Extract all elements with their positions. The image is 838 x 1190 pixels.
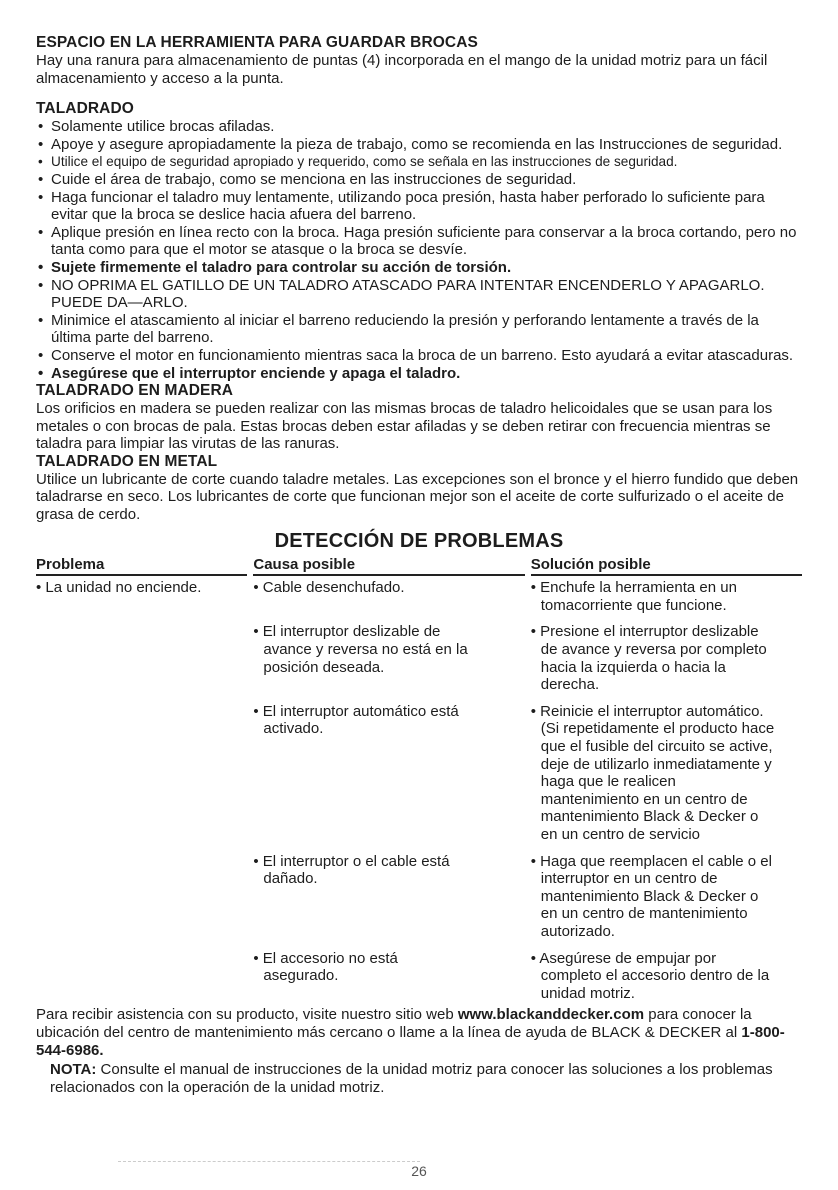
wood-body: Los orificios en madera se pueden realizar con las mismas brocas de taladro helicoidales que se usan para los metales o con brocas de pala. Estas brocas deben estar afiladas y se deben retirar con frecuencia mientras se taladra para limpiar las virutas de las ranuras. bbox=[36, 400, 773, 453]
drilling-bullet-list bbox=[36, 118, 802, 382]
assist-text-mid: para conocer la ubicación del centro de mantenimiento más cercano o llame a la línea de ayuda de BLACK & DECKER al bbox=[36, 1006, 752, 1041]
cell-cause: • El accesorio no está asegurado. bbox=[253, 949, 398, 985]
cell-solution: • Asegúrese de empujar por completo el accesorio dentro de la unidad motriz. bbox=[530, 949, 770, 1002]
cell-cause: • El interruptor automático está activado. bbox=[253, 702, 459, 738]
storage-heading: ESPACIO EN LA HERRAMIENTA PARA GUARDAR BROCAS bbox=[36, 34, 478, 51]
bullet-item: • Cuide el área de trabajo, como se menciona en las instrucciones de seguridad. bbox=[36, 171, 802, 189]
bullet-item: • Solamente utilice brocas afiladas. bbox=[36, 118, 802, 136]
note-label: NOTA: bbox=[50, 1061, 97, 1079]
table-row bbox=[36, 579, 802, 614]
spacer bbox=[36, 87, 802, 100]
bullet-item: • Aplique presión en línea recto con la broca. Haga presión suficiente para conservar a la broca cortando, pero no tanta como para que el motor se atasque o la broca se desvíe. bbox=[36, 224, 802, 259]
column-header-causa: Causa posible bbox=[253, 556, 524, 577]
cell-cause: • Cable desenchufado. bbox=[253, 579, 405, 597]
bullet-item: • Haga funcionar el taladro muy lentamente, utilizando poca presión, hasta haber perforado lo suficiente para evitar que la broca se deslice hacia afuera del barreno. bbox=[36, 189, 802, 224]
cell-cause: • El interruptor o el cable está dañado. bbox=[253, 852, 450, 888]
bullet-item: • Apoye y asegure apropiadamente la pieza de trabajo, como se recomienda en las Instrucciones de seguridad. bbox=[36, 136, 802, 154]
assist-text-pre: Para recibir asistencia con su producto, visite nuestro sitio web bbox=[36, 1006, 458, 1024]
bullet-item: • Utilice el equipo de seguridad apropiado y requerido, como se señala en las instrucciones de seguridad. bbox=[36, 153, 802, 171]
cell-cause: • El interruptor deslizable de avance y reversa no está en la posición deseada. bbox=[253, 623, 468, 676]
assistance-paragraph bbox=[36, 1006, 802, 1059]
cell-solution: • Reinicie el interruptor automático. (Si repetidamente el producto hace que el fusible del circuito se active, deje de utilizarlo inmediatamente y haga que le realicen mantenimiento en un centro de mantenimiento Black & Decker o en un centro de servicio bbox=[530, 702, 775, 843]
phone-text: 1-800-544-6986. bbox=[36, 1023, 785, 1059]
table-row bbox=[36, 623, 802, 693]
bullet-item: • Conserve el motor en funcionamiento mientras saca la broca de un barreno. Esto ayudará a evitar atascaduras. bbox=[36, 347, 802, 365]
note-paragraph bbox=[36, 1061, 802, 1096]
column-header-solucion: Solución posible bbox=[531, 556, 802, 577]
wood-heading: TALADRADO EN MADERA bbox=[36, 382, 234, 400]
bullet-item: • Asegúrese que el interruptor enciende y apaga el taladro. bbox=[36, 365, 802, 383]
scan-artifact-line bbox=[118, 1161, 420, 1162]
metal-heading: TALADRADO EN METAL bbox=[36, 452, 218, 470]
drilling-heading: TALADRADO bbox=[36, 100, 134, 118]
bullet-item: • NO OPRIMA EL GATILLO DE UN TALADRO ATASCADO PARA INTENTAR ENCENDERLO Y APAGARLO. PUEDE DA—ARLO. bbox=[36, 277, 802, 312]
storage-body: Hay una ranura para almacenamiento de puntas (4) incorporada en el mango de la unidad motriz para un fácil almacenamiento y acceso a la punta. bbox=[36, 52, 768, 87]
cell-solution: • Presione el interruptor deslizable de avance y reversa por completo hacia la izquierda o hacia la derecha. bbox=[530, 623, 767, 694]
cell-problem bbox=[36, 703, 247, 844]
table-row bbox=[36, 950, 802, 1003]
cell-problem bbox=[36, 950, 247, 1003]
metal-body: Utilice un lubricante de corte cuando taladre metales. Las excepciones son el bronce y el hierro fundido que deben taladrarse en seco. Los lubricantes de corte que funcionan mejor son el aceite de corte sulfurizado o el aceite de grasa de cerdo. bbox=[36, 470, 799, 524]
troubleshooting-title: DETECCIÓN DE PROBLEMAS bbox=[274, 529, 564, 552]
cell-problem: • La unidad no enciende. bbox=[36, 579, 202, 597]
cell-problem bbox=[36, 853, 247, 941]
cell-problem bbox=[36, 623, 247, 693]
cell-solution: • Enchufe la herramienta en un tomacorriente que funcione. bbox=[530, 579, 737, 614]
website-text: www.blackanddecker.com bbox=[457, 1006, 645, 1024]
table-row bbox=[36, 703, 802, 844]
bullet-item: • Sujete firmemente el taladro para controlar su acción de torsión. bbox=[36, 259, 802, 277]
troubleshooting-section bbox=[36, 530, 802, 1003]
note-text: Consulte el manual de instrucciones de la unidad motriz para conocer las soluciones a los problemas relacionados con la operación de la unidad motriz. bbox=[50, 1061, 773, 1096]
page-number: 26 bbox=[411, 1163, 427, 1179]
bullet-item: • Minimice el atascamiento al iniciar el barreno reduciendo la presión y perforando lentamente a través de la última parte del barreno. bbox=[36, 312, 802, 347]
column-header-problema: Problema bbox=[36, 556, 247, 577]
table-row bbox=[36, 853, 802, 941]
cell-solution: • Haga que reemplacen el cable o el interruptor en un centro de mantenimiento Black & Decker o en un centro de mantenimiento autorizado. bbox=[530, 852, 772, 940]
table-header-row bbox=[36, 556, 802, 577]
